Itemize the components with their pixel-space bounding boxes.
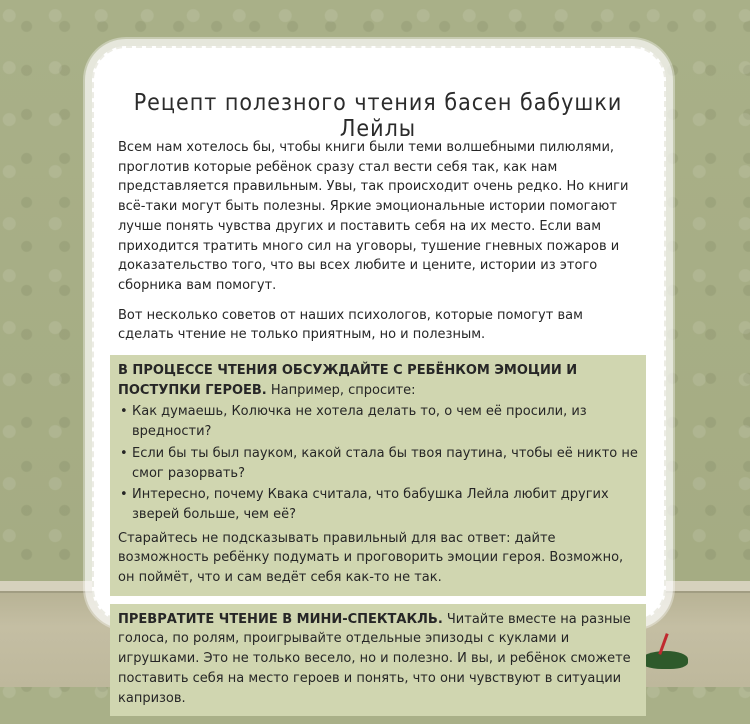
question-item: • Как думаешь, Колючка не хотела делать то, о чем её просили, из вредности?: [118, 402, 638, 441]
question-item: • Если бы ты был пауком, какой стала бы твоя паутина, чтобы её никто не смог разорвать?: [118, 444, 638, 483]
intro-paragraph-2: Вот несколько советов от наших психологов, которые помогут вам сделать чтение не только приятным, но и полезным.: [118, 307, 583, 343]
card-content: [118, 138, 638, 724]
tip1-lead: Например, спросите:: [266, 382, 416, 398]
question-list: [118, 402, 638, 524]
tip2-text-line: [118, 610, 638, 709]
page-title: Рецепт полезного чтения басен бабушки Лейлы: [133, 90, 623, 142]
tip1-heading: В ПРОЦЕССЕ ЧТЕНИЯ ОБСУЖДАЙТЕ С РЕБЁНКОМ ЭМОЦИИ И ПОСТУПКИ ГЕРОЕВ.: [118, 363, 578, 398]
intro-paragraph-1: Всем нам хотелось бы, чтобы книги были теми волшебными пилюлями, проглотив которые ребёнок сразу стал вести себя так, как нам представляется правильным. Увы, так происходит очень редко. Но книги всё-таки могут быть полезны. Яркие эмоциональные истории помогают лучше понять чувства других и поставить себя на их место. Если вам приходится тратить много сил на уговоры, тушение гневных пожаров и доказательство того, что вы всех любите и цените, истории из этого сборника вам помогут.: [118, 140, 629, 293]
tip2-text: Читайте вместе на разные голоса, по ролям, проигрывайте отдельные эпизоды с куклами и игрушками. Это не только весело, но и полезно. И вы, и ребёнок сможете поставить себя на место героев и понять, что они чувствуют в ситуации капризов.: [118, 611, 631, 706]
tip-box-discuss: [110, 355, 646, 596]
slug-illustration: [640, 651, 688, 669]
tip-box-theater: [110, 604, 646, 717]
tip2-heading: ПРЕВРАТИТЕ ЧТЕНИЕ В МИНИ-СПЕКТАКЛЬ.: [118, 611, 443, 627]
tip1-heading-line: [118, 361, 638, 400]
tip1-note: Старайтесь не подсказывать правильный для вас ответ: дайте возможность ребёнку подумать и проговорить эмоции героя. Возможно, он поймёт, что и сам ведёт себя как-то не так.: [118, 530, 624, 586]
question-item: • Интересно, почему Квака считала, что бабушка Лейла любит других зверей больше, чем её?: [118, 485, 638, 524]
